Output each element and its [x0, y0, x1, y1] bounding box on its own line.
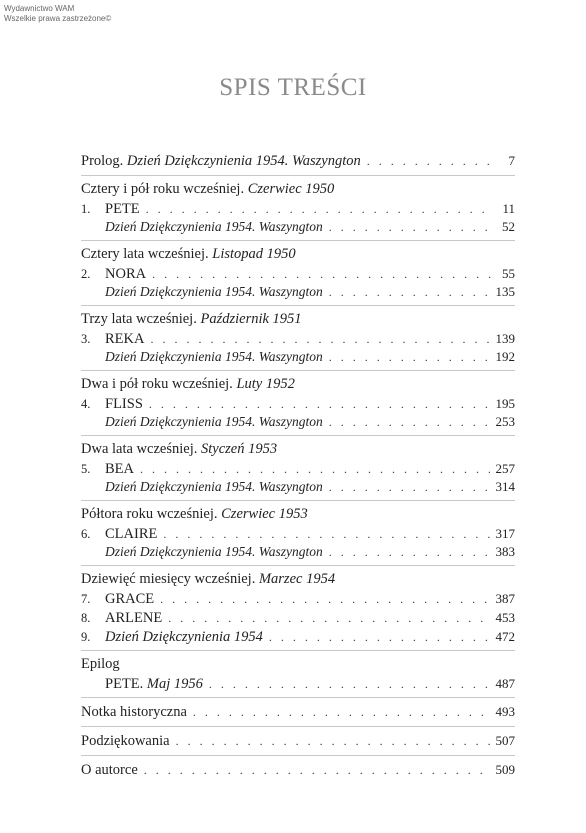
leader-dots — [329, 348, 490, 366]
toc-page-number: 253 — [495, 414, 515, 429]
toc-part-heading: Dwa i pół roku wcześniej. Luty 1952 — [81, 376, 295, 392]
chapter-number: 3. — [81, 332, 91, 346]
toc-entry-about-author[interactable] — [81, 759, 515, 781]
toc-group-part-3 — [81, 305, 515, 370]
toc-page-number: 314 — [495, 479, 515, 494]
toc-group-part-7 — [81, 565, 515, 650]
toc-page-number: 509 — [495, 762, 515, 777]
toc-entry-acknowledgements[interactable] — [81, 730, 515, 752]
toc-entry-interlude-6[interactable] — [81, 543, 515, 561]
toc-page-number: 52 — [502, 219, 515, 234]
toc-group-notes — [81, 697, 515, 723]
section-title: O autorce — [81, 762, 138, 778]
toc-page-number: 257 — [495, 461, 515, 476]
leader-dots — [209, 675, 490, 694]
toc-entry-epilog[interactable] — [81, 674, 515, 693]
toc-page-number: 493 — [495, 704, 515, 719]
toc-page-number: 472 — [495, 629, 515, 644]
chapter-number: 2. — [81, 267, 91, 281]
leader-dots — [176, 730, 490, 752]
toc-entry-interlude-1[interactable] — [81, 218, 515, 236]
interlude-title: Dzień Dziękczynienia 1954. Waszyngton — [105, 349, 323, 364]
toc-page-number: 139 — [495, 331, 515, 346]
toc-entry-historical-note[interactable] — [81, 701, 515, 723]
toc-part-heading: Cztery i pół roku wcześniej. Czerwiec 1950 — [81, 181, 335, 197]
chapter-number: 6. — [81, 527, 91, 541]
leader-dots — [329, 543, 490, 561]
toc-entry-interlude-5[interactable] — [81, 478, 515, 496]
interlude-title: Dzień Dziękczynienia 1954. Waszyngton — [105, 414, 323, 429]
chapter-title: PETE — [105, 201, 140, 217]
chapter-number: 8. — [81, 611, 91, 625]
interlude-title: Dzień Dziękczynienia 1954. Waszyngton — [105, 479, 323, 494]
toc-entry-chapter-6[interactable] — [81, 524, 515, 543]
toc-group-epilog — [81, 650, 515, 697]
toc-part-heading: Epilog — [81, 656, 120, 672]
rights-notice: Wszelkie prawa zastrzeżone© — [4, 14, 112, 23]
toc-entry-interlude-2[interactable] — [81, 283, 515, 301]
toc-group-part-1 — [81, 175, 515, 240]
chapter-number: 7. — [81, 592, 91, 606]
leader-dots — [160, 590, 489, 609]
leader-dots — [329, 218, 491, 236]
toc-group-part-4 — [81, 370, 515, 435]
toc-group-part-5 — [81, 435, 515, 500]
chapter-title: REKA — [105, 331, 145, 347]
toc-part-heading: Dwa lata wcześniej. Styczeń 1953 — [81, 441, 278, 457]
toc-page-number: 195 — [495, 396, 515, 411]
toc-group-prolog — [81, 150, 515, 172]
chapter-number: 9. — [81, 630, 91, 644]
leader-dots — [152, 265, 491, 284]
chapter-number: 5. — [81, 462, 91, 476]
toc-entry-chapter-4[interactable] — [81, 394, 515, 413]
publisher-note — [4, 4, 111, 24]
toc-part-heading: Trzy lata wcześniej. Październik 1951 — [81, 311, 302, 327]
toc-page-number: 11 — [502, 201, 515, 216]
leader-dots — [140, 460, 490, 479]
leader-dots — [149, 395, 490, 414]
toc-entry-prolog[interactable] — [81, 150, 515, 172]
toc-page-number: 317 — [495, 526, 515, 541]
toc-page-number: 192 — [495, 349, 515, 364]
toc-entry-chapter-9[interactable] — [81, 627, 515, 646]
interlude-title: Dzień Dziękczynienia 1954. Waszyngton — [105, 544, 323, 559]
table-of-contents — [81, 147, 515, 784]
toc-page-number: 55 — [502, 266, 515, 281]
leader-dots — [144, 759, 490, 781]
toc-entry-chapter-1[interactable] — [81, 199, 515, 218]
leader-dots — [367, 150, 491, 172]
chapter-number: 4. — [81, 397, 91, 411]
toc-part-heading: Dziewięć miesięcy wcześniej. Marzec 1954 — [81, 571, 336, 587]
section-title: Notka historyczna — [81, 704, 187, 720]
toc-entry-interlude-3[interactable] — [81, 348, 515, 366]
chapter-title: CLAIRE — [105, 526, 158, 542]
chapter-title: ARLENE — [105, 610, 163, 626]
toc-part-heading: Cztery lata wcześniej. Listopad 1950 — [81, 246, 296, 262]
epilog-title: PETE. Maj 1956 — [105, 676, 203, 692]
toc-group-part-2 — [81, 240, 515, 305]
toc-entry-chapter-8[interactable] — [81, 608, 515, 627]
toc-entry-chapter-5[interactable] — [81, 459, 515, 478]
interlude-title: Dzień Dziękczynienia 1954. Waszyngton — [105, 284, 323, 299]
toc-group-acknowledgements — [81, 726, 515, 752]
toc-entry-chapter-2[interactable] — [81, 264, 515, 283]
leader-dots — [168, 609, 489, 628]
toc-page-number: 387 — [495, 591, 515, 606]
toc-page-number: 383 — [495, 544, 515, 559]
interlude-title: Dzień Dziękczynienia 1954. Waszyngton — [105, 219, 323, 234]
chapter-number: 1. — [81, 202, 91, 216]
publisher-name: Wydawnictwo WAM — [4, 4, 75, 13]
chapter-title: Dzień Dziękczynienia 1954 — [105, 629, 263, 645]
toc-entry-label: Prolog. Dzień Dziękczynienia 1954. Waszyngton — [81, 153, 361, 169]
leader-dots — [329, 413, 490, 431]
toc-page-number: 507 — [495, 733, 515, 748]
toc-page-number: 453 — [495, 610, 515, 625]
leader-dots — [163, 525, 489, 544]
chapter-title: GRACE — [105, 591, 155, 607]
section-title: Podziękowania — [81, 733, 170, 749]
leader-dots — [146, 200, 491, 219]
toc-entry-chapter-3[interactable] — [81, 329, 515, 348]
toc-page-number: 135 — [495, 284, 515, 299]
chapter-title: FLISS — [105, 396, 143, 412]
leader-dots — [329, 283, 490, 301]
toc-page-number: 487 — [495, 676, 515, 691]
toc-group-part-6 — [81, 500, 515, 565]
toc-group-about-author — [81, 755, 515, 781]
leader-dots — [193, 701, 490, 723]
toc-page-number: 7 — [508, 153, 515, 168]
leader-dots — [329, 478, 490, 496]
chapter-title: BEA — [105, 461, 134, 477]
chapter-title: NORA — [105, 266, 147, 282]
leader-dots — [269, 628, 490, 647]
toc-part-heading: Półtora roku wcześniej. Czerwiec 1953 — [81, 506, 308, 522]
leader-dots — [150, 330, 489, 349]
toc-entry-chapter-7[interactable] — [81, 589, 515, 608]
toc-entry-interlude-4[interactable] — [81, 413, 515, 431]
page-title: SPIS TREŚCI — [219, 74, 367, 101]
